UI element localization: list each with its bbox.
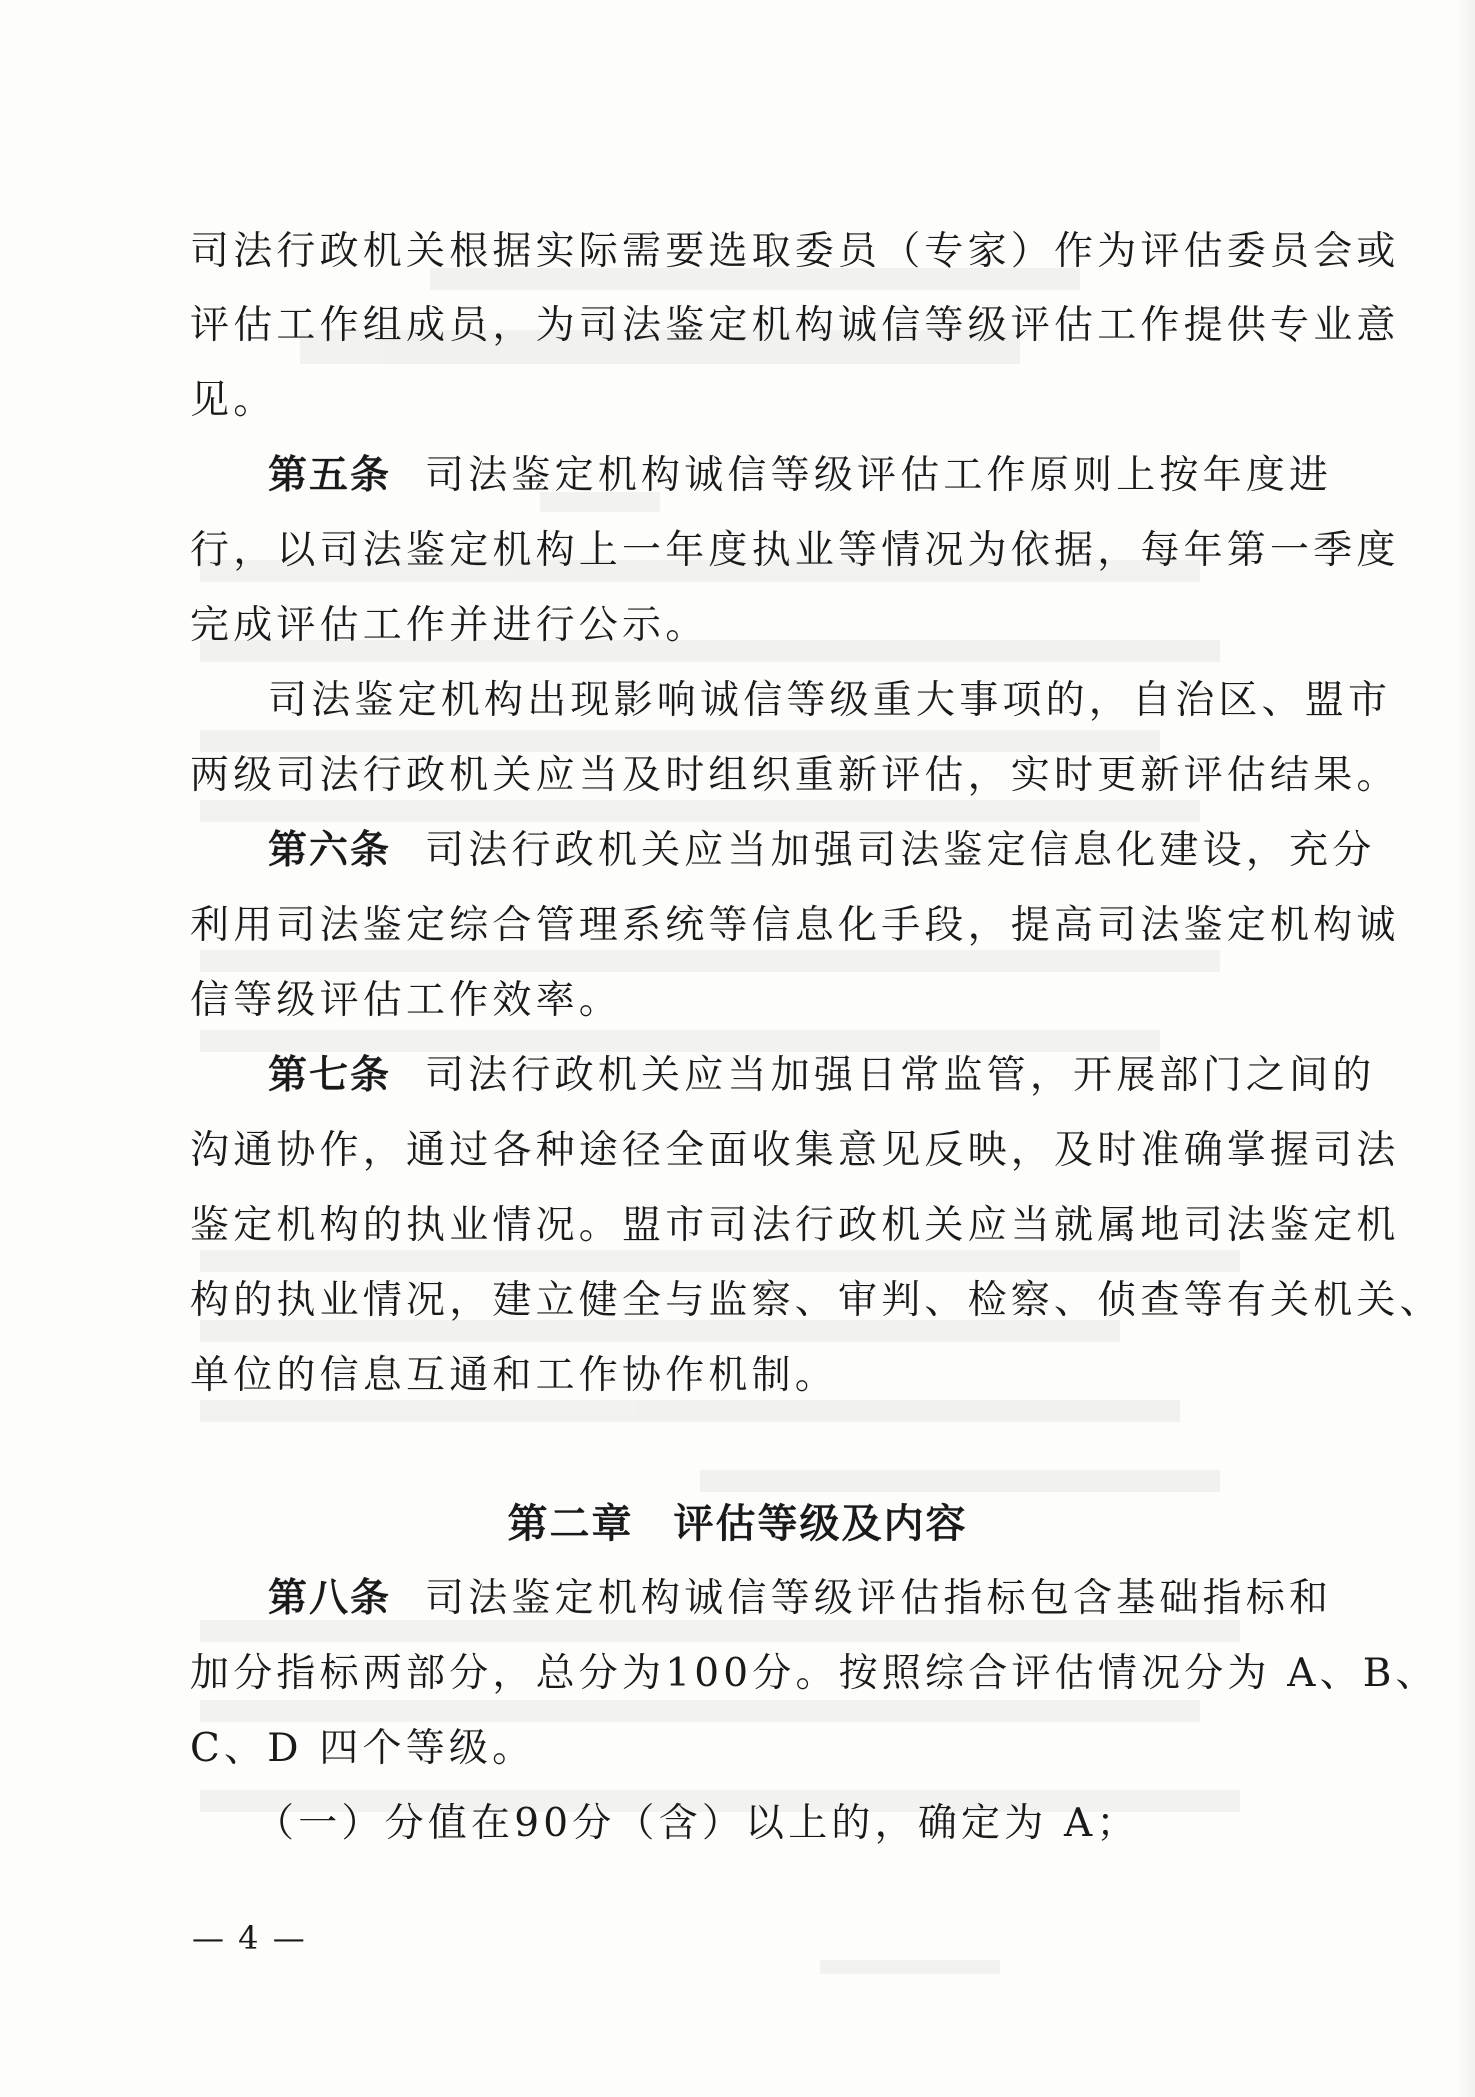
article-6-text: 司法行政机关应当加强司法鉴定信息化建设，充分	[425, 828, 1376, 873]
list-item: （一）分值在90分（含）以上的，确定为 A；	[255, 1801, 1140, 1846]
paragraph-line: 构的执业情况，建立健全与监察、审判、检察、侦查等有关机关、	[190, 1278, 1443, 1323]
article-5-heading: 第五条	[268, 453, 392, 498]
paragraph-line: 司法鉴定机构出现影响诚信等级重大事项的，自治区、盟市	[268, 678, 1392, 723]
chapter-title: 评估等级及内容	[673, 1501, 968, 1547]
article-8-text: 司法鉴定机构诚信等级评估指标包含基础指标和	[425, 1576, 1333, 1621]
page-number: — 4 —	[192, 1919, 307, 1957]
paragraph-line: 加分指标两部分，总分为100分。按照综合评估情况分为 A、B、	[190, 1651, 1439, 1696]
article-5-first-line	[268, 453, 1333, 498]
article-7-text: 司法行政机关应当加强日常监管，开展部门之间的	[425, 1053, 1376, 1098]
article-8-first-line	[268, 1576, 1333, 1621]
article-6-first-line	[268, 828, 1376, 873]
paragraph-line: 两级司法行政机关应当及时组织重新评估，实时更新评估结果。	[190, 753, 1400, 798]
paragraph-line: 见。	[190, 378, 277, 423]
paragraph-line: 单位的信息互通和工作协作机制。	[190, 1353, 839, 1398]
article-6-heading: 第六条	[268, 828, 392, 873]
article-8-heading: 第八条	[268, 1576, 392, 1621]
paragraph-line: 完成评估工作并进行公示。	[190, 603, 709, 648]
article-7-first-line	[268, 1053, 1376, 1098]
paragraph-line: 行，以司法鉴定机构上一年度执业等情况为依据，每年第一季度	[190, 528, 1400, 573]
paragraph-line: C、D 四个等级。	[190, 1726, 536, 1771]
paragraph-line: 沟通协作，通过各种途径全面收集意见反映，及时准确掌握司法	[190, 1128, 1400, 1173]
article-5-text: 司法鉴定机构诚信等级评估工作原则上按年度进	[425, 453, 1333, 498]
paragraph-line: 信等级评估工作效率。	[190, 978, 623, 1023]
paragraph-line: 利用司法鉴定综合管理系统等信息化手段，提高司法鉴定机构诚	[190, 903, 1400, 948]
paragraph-line: 评估工作组成员，为司法鉴定机构诚信等级评估工作提供专业意	[190, 303, 1400, 348]
article-7-heading: 第七条	[268, 1053, 392, 1098]
chapter-heading	[0, 1501, 1475, 1547]
paragraph-line: 鉴定机构的执业情况。盟市司法行政机关应当就属地司法鉴定机	[190, 1203, 1400, 1248]
chapter-number: 第二章	[507, 1501, 634, 1547]
scan-shadow	[1457, 0, 1475, 2097]
paragraph-line: 司法行政机关根据实际需要选取委员（专家）作为评估委员会或	[190, 229, 1400, 274]
